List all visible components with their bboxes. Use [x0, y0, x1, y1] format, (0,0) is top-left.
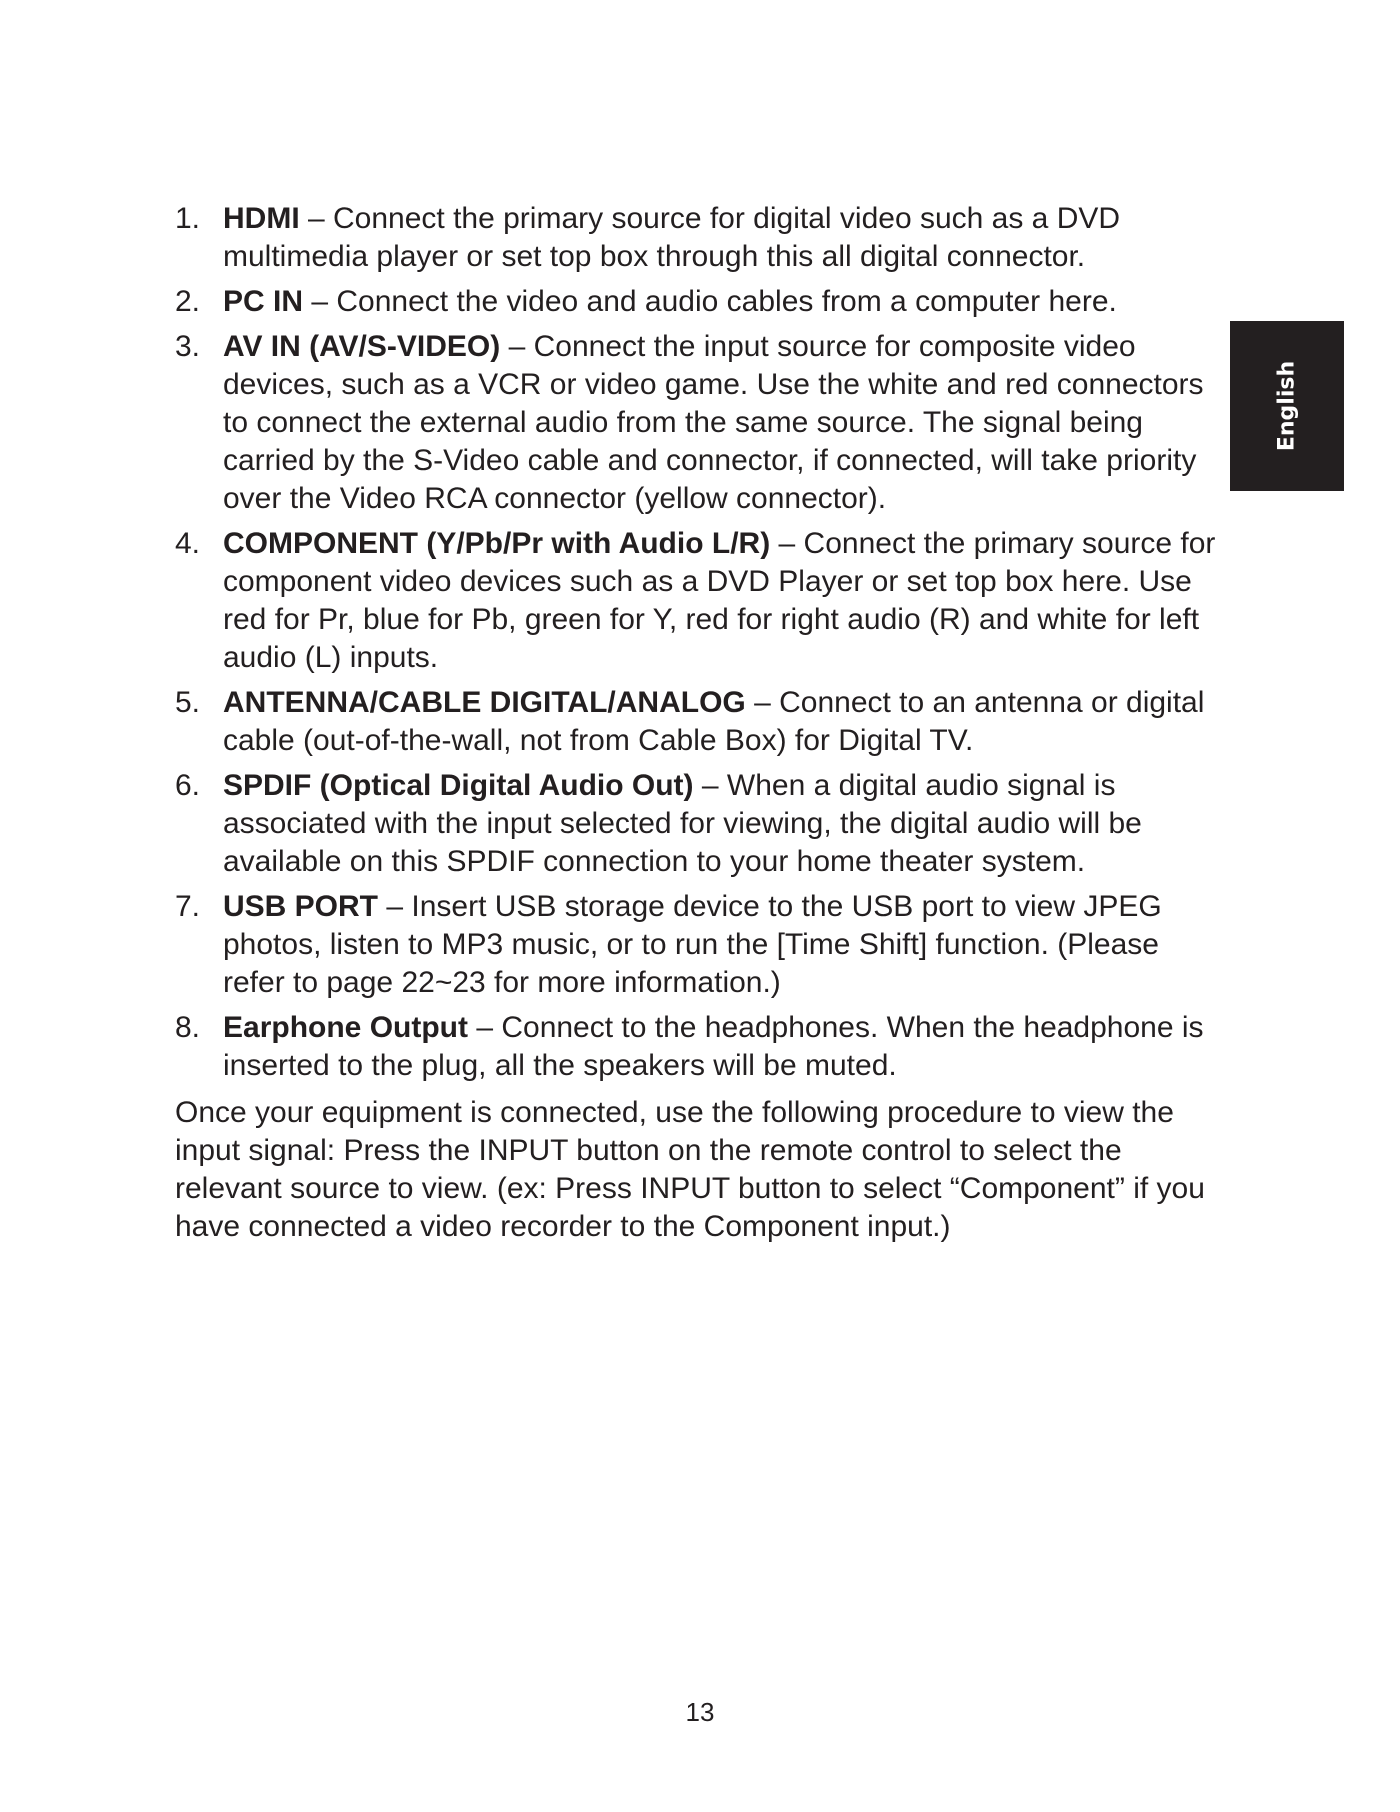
- item-term: ANTENNA/CABLE DIGITAL/ANALOG: [223, 686, 746, 719]
- item-number: 5.: [175, 686, 201, 719]
- list-item: [175, 767, 1225, 881]
- connection-list: [175, 200, 1225, 1085]
- item-number: 1.: [175, 202, 201, 235]
- item-term: Earphone Output: [223, 1011, 468, 1044]
- item-term: PC IN: [223, 285, 304, 318]
- item-text: – Connect the primary source for component video devices such as a DVD Player or set top box here. Use red for Pr, blue for Pb, green for Y, red for right audio (R) and white for left audio (L) inputs.: [223, 527, 1216, 674]
- item-term: COMPONENT (Y/Pb/Pr with Audio L/R): [223, 527, 771, 560]
- item-term: SPDIF (Optical Digital Audio Out): [223, 769, 694, 802]
- item-number: 6.: [175, 769, 201, 802]
- list-item: [175, 888, 1225, 1002]
- list-item: [175, 328, 1225, 518]
- list-item: [175, 684, 1225, 760]
- item-text: – Connect the primary source for digital video such as a DVD multimedia player or set top box through this all digital connector.: [223, 202, 1121, 273]
- item-number: 4.: [175, 527, 201, 560]
- item-number: 2.: [175, 285, 201, 318]
- item-text: – Connect the video and audio cables from a computer here.: [303, 285, 1117, 318]
- list-item: [175, 1009, 1225, 1085]
- list-item: [175, 200, 1225, 276]
- item-number: 8.: [175, 1011, 201, 1044]
- item-term: HDMI: [223, 202, 300, 235]
- item-text: – Insert USB storage device to the USB port to view JPEG photos, listen to MP3 music, or to run the [Time Shift] function. (Please refer to page 22~23 for more information.): [223, 890, 1162, 999]
- list-item: [175, 525, 1225, 677]
- item-text: – When a digital audio signal is associated with the input selected for viewing, the digital audio will be available on this SPDIF connection to your home theater system.: [223, 769, 1142, 878]
- connections-content: [175, 200, 1225, 1246]
- item-term: USB PORT: [223, 890, 379, 923]
- list-item: [175, 283, 1225, 321]
- page-number: 13: [685, 1697, 715, 1727]
- language-tab-label: English: [1274, 360, 1300, 452]
- item-text: – Connect to an antenna or digital cable (out-of-the-wall, not from Cable Box) for Digital TV.: [223, 686, 1205, 757]
- closing-paragraph: Once your equipment is connected, use the following procedure to view the input signal: Press the INPUT button on the remote control to select the relevant source to view. (ex: Press INPUT button to select “Component” if you have connected a video recorder to the Component input.): [175, 1096, 1205, 1243]
- item-text: – Connect to the headphones. When the headphone is inserted to the plug, all the speakers will be muted.: [223, 1011, 1204, 1082]
- item-number: 3.: [175, 330, 201, 363]
- language-tab: [1230, 321, 1344, 491]
- item-text: – Connect the input source for composite video devices, such as a VCR or video game. Use the white and red connectors to connect the external audio from the same source. The signal being carried by the S-Video cable and connector, if connected, will take priority over the Video RCA connector (yellow connector).: [223, 330, 1204, 515]
- item-term: AV IN (AV/S-VIDEO): [223, 330, 501, 363]
- item-number: 7.: [175, 890, 201, 923]
